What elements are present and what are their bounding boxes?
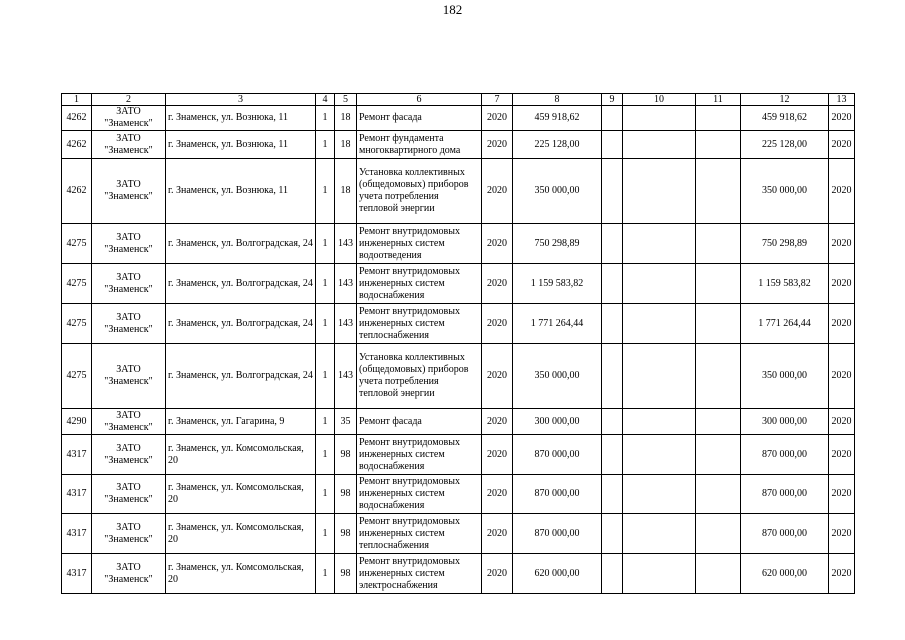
cell-col10: [623, 224, 696, 264]
cell-end-year: 2020: [829, 554, 855, 594]
cell-col5: 18: [335, 106, 357, 131]
cell-end-year: 2020: [829, 131, 855, 159]
cell-municipality: ЗАТО "Знаменск": [92, 106, 166, 131]
cell-year: 2020: [482, 475, 513, 514]
cell-col5: 143: [335, 344, 357, 409]
cell-work-type: Установка коллективных (общедомовых) приборов учета потребления тепловой энергии: [357, 344, 482, 409]
cell-year: 2020: [482, 304, 513, 344]
cell-col9: [602, 264, 623, 304]
cell-col10: [623, 131, 696, 159]
header-cell: 3: [166, 94, 316, 106]
cell-col11: [696, 344, 741, 409]
cell-cost: 225 128,00: [513, 131, 602, 159]
cell-total: 750 298,89: [741, 224, 829, 264]
cell-total: 225 128,00: [741, 131, 829, 159]
cell-municipality: ЗАТО "Знаменск": [92, 304, 166, 344]
cell-work-type: Ремонт фасада: [357, 106, 482, 131]
cell-col10: [623, 475, 696, 514]
cell-col9: [602, 475, 623, 514]
cell-work-type: Установка коллективных (общедомовых) приборов учета потребления тепловой энергии: [357, 159, 482, 224]
cell-municipality: ЗАТО "Знаменск": [92, 514, 166, 554]
cell-number: 4317: [62, 475, 92, 514]
table-row: [62, 304, 855, 344]
cell-total: 870 000,00: [741, 435, 829, 475]
table-row: [62, 224, 855, 264]
cell-municipality: ЗАТО "Знаменск": [92, 435, 166, 475]
cell-col11: [696, 224, 741, 264]
cell-address: г. Знаменск, ул. Комсомольская, 20: [166, 554, 316, 594]
cell-address: г. Знаменск, ул. Волгоградская, 24: [166, 304, 316, 344]
cell-cost: 350 000,00: [513, 159, 602, 224]
cell-work-type: Ремонт внутридомовых инженерных систем водоснабжения: [357, 264, 482, 304]
cell-col11: [696, 304, 741, 344]
cell-col4: 1: [316, 159, 335, 224]
cell-work-type: Ремонт внутридомовых инженерных систем водоснабжения: [357, 475, 482, 514]
cell-end-year: 2020: [829, 344, 855, 409]
cell-year: 2020: [482, 224, 513, 264]
cell-col5: 143: [335, 224, 357, 264]
header-cell: 2: [92, 94, 166, 106]
cell-address: г. Знаменск, ул. Вознюка, 11: [166, 131, 316, 159]
cell-number: 4275: [62, 344, 92, 409]
cell-col10: [623, 106, 696, 131]
cell-municipality: ЗАТО "Знаменск": [92, 475, 166, 514]
cell-address: г. Знаменск, ул. Вознюка, 11: [166, 106, 316, 131]
cell-col5: 18: [335, 131, 357, 159]
cell-total: 1 771 264,44: [741, 304, 829, 344]
cell-municipality: ЗАТО "Знаменск": [92, 159, 166, 224]
cell-total: 459 918,62: [741, 106, 829, 131]
cell-year: 2020: [482, 554, 513, 594]
cell-work-type: Ремонт внутридомовых инженерных систем водоотведения: [357, 224, 482, 264]
cell-year: 2020: [482, 106, 513, 131]
cell-end-year: 2020: [829, 224, 855, 264]
cell-end-year: 2020: [829, 159, 855, 224]
cell-municipality: ЗАТО "Знаменск": [92, 224, 166, 264]
cell-work-type: Ремонт фасада: [357, 409, 482, 435]
header-cell: 13: [829, 94, 855, 106]
cell-col4: 1: [316, 475, 335, 514]
header-cell: 7: [482, 94, 513, 106]
cell-cost: 459 918,62: [513, 106, 602, 131]
cell-col11: [696, 475, 741, 514]
cell-address: г. Знаменск, ул. Волгоградская, 24: [166, 344, 316, 409]
cell-col9: [602, 131, 623, 159]
cell-year: 2020: [482, 514, 513, 554]
cell-col11: [696, 514, 741, 554]
table-row: [62, 554, 855, 594]
header-cell: 8: [513, 94, 602, 106]
cell-col5: 18: [335, 159, 357, 224]
table-row: [62, 159, 855, 224]
cell-col5: 98: [335, 554, 357, 594]
cell-col4: 1: [316, 514, 335, 554]
header-cell: 1: [62, 94, 92, 106]
table-header-row: [62, 94, 855, 106]
cell-cost: 1 771 264,44: [513, 304, 602, 344]
cell-col4: 1: [316, 304, 335, 344]
cell-col4: 1: [316, 344, 335, 409]
cell-col9: [602, 554, 623, 594]
cell-municipality: ЗАТО "Знаменск": [92, 409, 166, 435]
repair-schedule-table: [61, 93, 855, 594]
cell-end-year: 2020: [829, 264, 855, 304]
header-cell: 12: [741, 94, 829, 106]
cell-col9: [602, 514, 623, 554]
cell-address: г. Знаменск, ул. Комсомольская, 20: [166, 475, 316, 514]
cell-col11: [696, 131, 741, 159]
cell-col5: 98: [335, 435, 357, 475]
cell-year: 2020: [482, 344, 513, 409]
header-cell: 4: [316, 94, 335, 106]
cell-number: 4275: [62, 224, 92, 264]
header-cell: 10: [623, 94, 696, 106]
cell-total: 300 000,00: [741, 409, 829, 435]
cell-end-year: 2020: [829, 304, 855, 344]
cell-number: 4262: [62, 159, 92, 224]
cell-col4: 1: [316, 554, 335, 594]
cell-col11: [696, 159, 741, 224]
table-row: [62, 106, 855, 131]
cell-number: 4317: [62, 514, 92, 554]
table-row: [62, 344, 855, 409]
cell-col9: [602, 224, 623, 264]
cell-cost: 870 000,00: [513, 435, 602, 475]
cell-year: 2020: [482, 159, 513, 224]
cell-cost: 620 000,00: [513, 554, 602, 594]
cell-col9: [602, 409, 623, 435]
header-cell: 9: [602, 94, 623, 106]
cell-work-type: Ремонт внутридомовых инженерных систем водоснабжения: [357, 435, 482, 475]
cell-total: 1 159 583,82: [741, 264, 829, 304]
cell-address: г. Знаменск, ул. Волгоградская, 24: [166, 264, 316, 304]
cell-col9: [602, 159, 623, 224]
table-row: [62, 131, 855, 159]
cell-col4: 1: [316, 409, 335, 435]
table-row: [62, 475, 855, 514]
cell-col5: 143: [335, 304, 357, 344]
cell-total: 870 000,00: [741, 475, 829, 514]
cell-year: 2020: [482, 131, 513, 159]
cell-col10: [623, 304, 696, 344]
cell-cost: 300 000,00: [513, 409, 602, 435]
cell-municipality: ЗАТО "Знаменск": [92, 554, 166, 594]
cell-end-year: 2020: [829, 435, 855, 475]
cell-total: 350 000,00: [741, 159, 829, 224]
cell-end-year: 2020: [829, 475, 855, 514]
cell-col9: [602, 344, 623, 409]
header-cell: 5: [335, 94, 357, 106]
table-row: [62, 264, 855, 304]
cell-year: 2020: [482, 264, 513, 304]
page-number: 182: [442, 2, 463, 17]
cell-cost: 870 000,00: [513, 475, 602, 514]
cell-col9: [602, 106, 623, 131]
cell-col11: [696, 106, 741, 131]
cell-municipality: ЗАТО "Знаменск": [92, 344, 166, 409]
cell-cost: 750 298,89: [513, 224, 602, 264]
cell-col5: 98: [335, 514, 357, 554]
cell-year: 2020: [482, 435, 513, 475]
cell-col9: [602, 304, 623, 344]
cell-col10: [623, 344, 696, 409]
cell-cost: 1 159 583,82: [513, 264, 602, 304]
cell-address: г. Знаменск, ул. Гагарина, 9: [166, 409, 316, 435]
cell-total: 350 000,00: [741, 344, 829, 409]
cell-col11: [696, 435, 741, 475]
cell-col5: 143: [335, 264, 357, 304]
cell-address: г. Знаменск, ул. Вознюка, 11: [166, 159, 316, 224]
cell-work-type: Ремонт внутридомовых инженерных систем теплоснабжения: [357, 304, 482, 344]
cell-col4: 1: [316, 131, 335, 159]
cell-col10: [623, 554, 696, 594]
cell-year: 2020: [482, 409, 513, 435]
cell-end-year: 2020: [829, 514, 855, 554]
cell-col11: [696, 554, 741, 594]
cell-col5: 35: [335, 409, 357, 435]
cell-number: 4262: [62, 106, 92, 131]
cell-municipality: ЗАТО "Знаменск": [92, 264, 166, 304]
cell-col5: 98: [335, 475, 357, 514]
cell-total: 870 000,00: [741, 514, 829, 554]
cell-col10: [623, 409, 696, 435]
cell-address: г. Знаменск, ул. Комсомольская, 20: [166, 514, 316, 554]
cell-end-year: 2020: [829, 409, 855, 435]
cell-work-type: Ремонт внутридомовых инженерных систем теплоснабжения: [357, 514, 482, 554]
cell-number: 4317: [62, 435, 92, 475]
cell-col4: 1: [316, 224, 335, 264]
cell-col10: [623, 159, 696, 224]
cell-number: 4317: [62, 554, 92, 594]
cell-col10: [623, 264, 696, 304]
cell-number: 4262: [62, 131, 92, 159]
cell-municipality: ЗАТО "Знаменск": [92, 131, 166, 159]
cell-col11: [696, 264, 741, 304]
cell-work-type: Ремонт фундамента многоквартирного дома: [357, 131, 482, 159]
cell-col10: [623, 514, 696, 554]
cell-col4: 1: [316, 106, 335, 131]
cell-end-year: 2020: [829, 106, 855, 131]
cell-cost: 870 000,00: [513, 514, 602, 554]
cell-number: 4290: [62, 409, 92, 435]
cell-number: 4275: [62, 304, 92, 344]
table-row: [62, 409, 855, 435]
cell-total: 620 000,00: [741, 554, 829, 594]
header-cell: 11: [696, 94, 741, 106]
cell-cost: 350 000,00: [513, 344, 602, 409]
table-row: [62, 435, 855, 475]
cell-work-type: Ремонт внутридомовых инженерных систем электроснабжения: [357, 554, 482, 594]
cell-col10: [623, 435, 696, 475]
cell-col11: [696, 409, 741, 435]
cell-number: 4275: [62, 264, 92, 304]
cell-col9: [602, 435, 623, 475]
header-cell: 6: [357, 94, 482, 106]
cell-col4: 1: [316, 264, 335, 304]
cell-address: г. Знаменск, ул. Волгоградская, 24: [166, 224, 316, 264]
cell-col4: 1: [316, 435, 335, 475]
table-row: [62, 514, 855, 554]
cell-address: г. Знаменск, ул. Комсомольская, 20: [166, 435, 316, 475]
